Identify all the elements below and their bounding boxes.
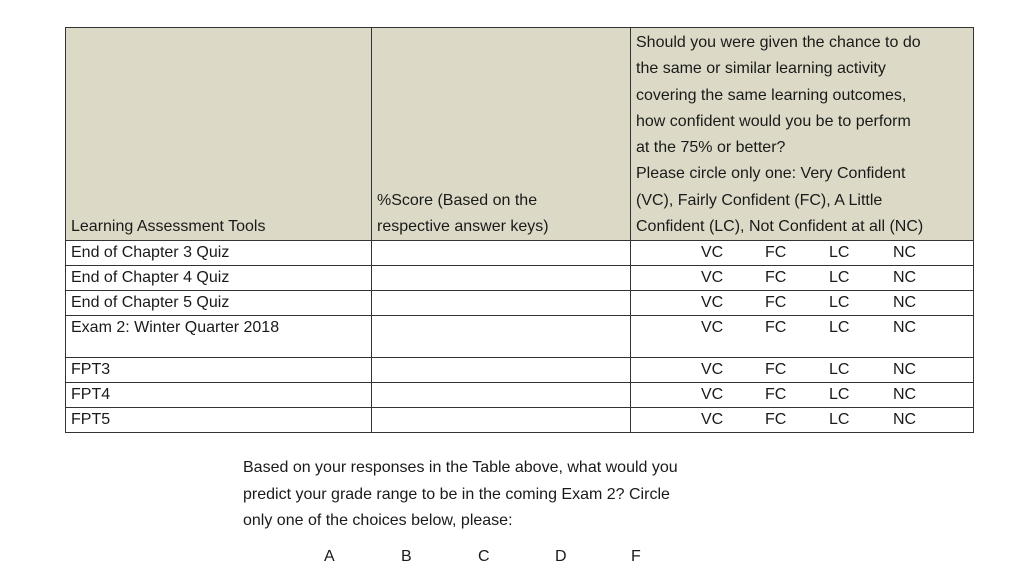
option-fc[interactable]: FC — [765, 244, 787, 262]
header-score-line: %Score (Based on the — [377, 191, 538, 209]
option-vc[interactable]: VC — [701, 386, 724, 404]
header-confidence-line: how confident would you be to perform — [636, 112, 911, 130]
option-lc[interactable]: LC — [829, 319, 850, 337]
question-line: only one of the choices below, please: — [243, 512, 513, 529]
option-lc[interactable]: LC — [829, 269, 850, 287]
option-nc[interactable]: NC — [893, 386, 917, 404]
table-row — [66, 408, 974, 433]
option-fc[interactable]: FC — [765, 294, 787, 312]
option-nc[interactable]: NC — [893, 411, 917, 429]
option-fc[interactable]: FC — [765, 386, 787, 404]
option-fc[interactable]: FC — [765, 411, 787, 429]
option-lc[interactable]: LC — [829, 244, 850, 262]
row-score-cell[interactable] — [372, 316, 631, 358]
option-nc[interactable]: NC — [893, 269, 917, 287]
header-tools-label: Learning Assessment Tools — [71, 218, 266, 236]
grade-prediction-question — [243, 455, 743, 535]
option-vc[interactable]: VC — [701, 319, 724, 337]
option-nc[interactable]: NC — [893, 361, 917, 379]
option-fc[interactable]: FC — [765, 361, 787, 379]
row-confidence-options — [631, 291, 974, 316]
header-score — [372, 28, 631, 241]
header-confidence-line: Please circle only one: Very Confident — [636, 165, 906, 183]
row-tool-label: FPT3 — [66, 358, 372, 383]
grade-choice-f[interactable]: F — [631, 548, 641, 565]
option-nc[interactable]: NC — [893, 244, 917, 262]
grade-choice-a[interactable]: A — [324, 548, 335, 565]
row-confidence-options — [631, 358, 974, 383]
row-score-cell[interactable] — [372, 383, 631, 408]
option-vc[interactable]: VC — [701, 244, 724, 262]
option-vc[interactable]: VC — [701, 411, 724, 429]
row-confidence-options — [631, 383, 974, 408]
option-vc[interactable]: VC — [701, 269, 724, 287]
header-confidence-line: covering the same learning outcomes, — [636, 86, 907, 104]
table-row — [66, 291, 974, 316]
row-tool-label: End of Chapter 5 Quiz — [66, 291, 372, 316]
question-line: predict your grade range to be in the coming Exam 2? Circle — [243, 485, 670, 503]
option-vc[interactable]: VC — [701, 294, 724, 312]
option-fc[interactable]: FC — [765, 269, 787, 287]
header-confidence-line: Confident (LC), Not Confident at all (NC) — [636, 218, 924, 236]
row-score-cell[interactable] — [372, 241, 631, 266]
grade-choice-b[interactable]: B — [401, 548, 412, 565]
row-tool-label: End of Chapter 3 Quiz — [66, 241, 372, 266]
grade-choice-d[interactable]: D — [555, 548, 567, 565]
row-tool-label: Exam 2: Winter Quarter 2018 — [66, 316, 372, 358]
row-confidence-options — [631, 408, 974, 433]
option-nc[interactable]: NC — [893, 319, 917, 337]
option-fc[interactable]: FC — [765, 319, 787, 337]
assessment-table — [65, 27, 974, 433]
row-score-cell[interactable] — [372, 291, 631, 316]
option-lc[interactable]: LC — [829, 361, 850, 379]
grade-choices — [0, 548, 1024, 570]
row-score-cell[interactable] — [372, 408, 631, 433]
table-row — [66, 241, 974, 266]
header-learning-assessment-tools — [66, 28, 372, 241]
table-row — [66, 383, 974, 408]
row-score-cell[interactable] — [372, 358, 631, 383]
row-confidence-options — [631, 316, 974, 358]
table-row — [66, 358, 974, 383]
assessment-table-container — [65, 27, 973, 433]
option-lc[interactable]: LC — [829, 386, 850, 404]
table-row — [66, 266, 974, 291]
row-confidence-options — [631, 266, 974, 291]
header-confidence-question — [631, 28, 974, 241]
header-confidence-line: (VC), Fairly Confident (FC), A Little — [636, 191, 883, 209]
option-nc[interactable]: NC — [893, 294, 917, 312]
header-confidence-line: Should you were given the chance to do — [636, 34, 921, 51]
option-lc[interactable]: LC — [829, 411, 850, 429]
row-score-cell[interactable] — [372, 266, 631, 291]
table-row — [66, 316, 974, 358]
question-line: Based on your responses in the Table above, what would you — [243, 459, 678, 476]
option-vc[interactable]: VC — [701, 361, 724, 379]
table-header-row — [66, 28, 974, 241]
row-tool-label: FPT5 — [66, 408, 372, 433]
row-confidence-options — [631, 241, 974, 266]
option-lc[interactable]: LC — [829, 294, 850, 312]
header-score-line: respective answer keys) — [377, 218, 549, 236]
header-confidence-line: the same or similar learning activity — [636, 60, 886, 78]
row-tool-label: End of Chapter 4 Quiz — [66, 266, 372, 291]
grade-choice-c[interactable]: C — [478, 548, 490, 565]
row-tool-label: FPT4 — [66, 383, 372, 408]
header-confidence-line: at the 75% or better? — [636, 139, 786, 157]
